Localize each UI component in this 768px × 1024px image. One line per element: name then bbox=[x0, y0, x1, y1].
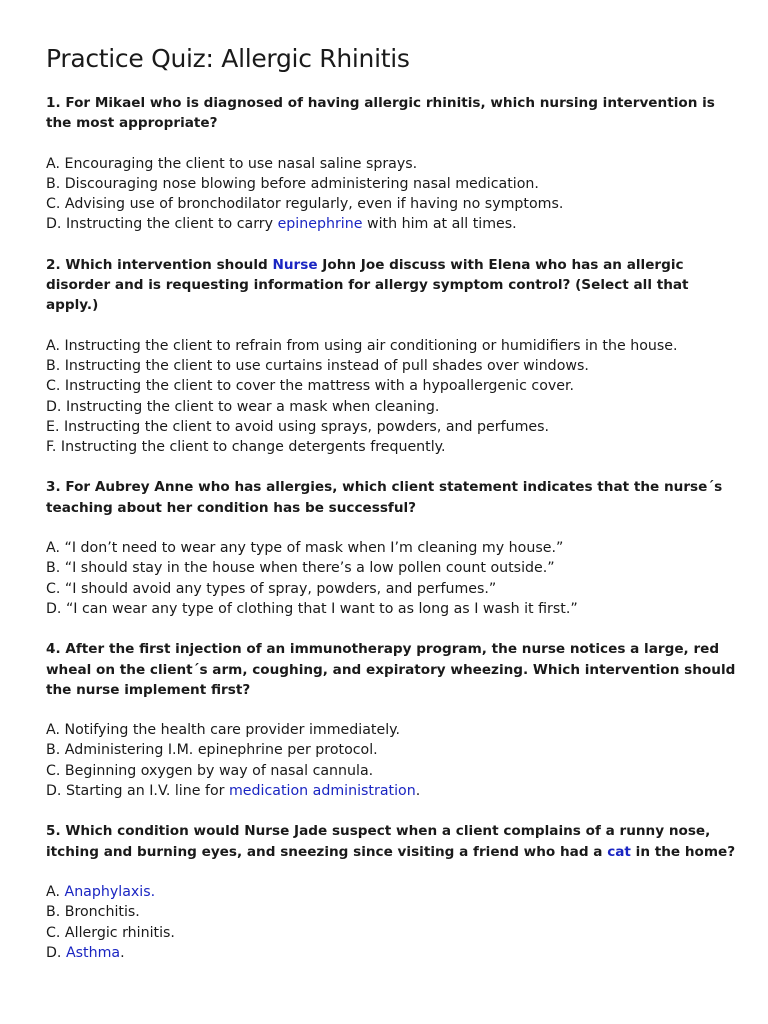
answer-option bbox=[46, 923, 736, 943]
option-text: . bbox=[120, 944, 125, 961]
answer-option bbox=[46, 579, 736, 599]
answer-option bbox=[46, 761, 736, 781]
answer-options bbox=[46, 720, 736, 801]
option-text: C. Instructing the client to cover the mattress with a hypoallergenic cover. bbox=[46, 378, 575, 395]
answer-options bbox=[46, 882, 736, 963]
option-text: D. bbox=[46, 944, 66, 961]
answer-option bbox=[46, 943, 736, 963]
answer-option bbox=[46, 154, 736, 174]
option-text: B. Bronchitis. bbox=[46, 904, 140, 921]
question-4 bbox=[46, 639, 736, 700]
answer-option bbox=[46, 417, 736, 437]
option-link[interactable]: medication administration bbox=[228, 783, 416, 800]
answer-option bbox=[46, 194, 736, 214]
option-link[interactable]: Anaphylaxis. bbox=[64, 883, 156, 900]
option-text: F. Instructing the client to change detergents frequently. bbox=[46, 439, 446, 456]
answer-options bbox=[46, 538, 736, 619]
option-text: A. bbox=[46, 883, 65, 900]
option-text: D. Starting an I.V. line for bbox=[46, 783, 229, 800]
option-text: A. Instructing the client to refrain from using air conditioning or humidifiers in the house. bbox=[46, 337, 678, 354]
question-text: 2. Which intervention should bbox=[46, 256, 273, 273]
option-text: C. “I should avoid any types of spray, powders, and perfumes.” bbox=[46, 580, 497, 597]
question-2 bbox=[46, 255, 736, 316]
answer-options bbox=[46, 336, 736, 458]
answer-option bbox=[46, 214, 736, 234]
option-text: D. “I can wear any type of clothing that I want to as long as I wash it first.” bbox=[46, 600, 578, 617]
answer-option bbox=[46, 720, 736, 740]
answer-option bbox=[46, 376, 736, 396]
option-text: B. Instructing the client to use curtains instead of pull shades over windows. bbox=[46, 357, 589, 374]
answer-option bbox=[46, 902, 736, 922]
answer-option bbox=[46, 599, 736, 619]
option-text: D. Instructing the client to wear a mask when cleaning. bbox=[46, 398, 440, 415]
option-text: D. Instructing the client to carry bbox=[46, 216, 278, 233]
answer-option bbox=[46, 882, 736, 902]
option-text: C. Advising use of bronchodilator regularly, even if having no symptoms. bbox=[46, 196, 564, 213]
document-page bbox=[46, 44, 736, 983]
option-text: A. “I don’t need to wear any type of mask when I’m cleaning my house.” bbox=[46, 540, 564, 557]
answer-option bbox=[46, 397, 736, 417]
option-text: C. Beginning oxygen by way of nasal cannula. bbox=[46, 762, 374, 779]
question-5 bbox=[46, 821, 736, 862]
answer-option bbox=[46, 781, 736, 801]
question-text: John Joe discuss with Elena who has an allergic disorder and is requesting information for allergy symptom control? (Select all that apply.) bbox=[46, 256, 689, 314]
question-text: 3. For Aubrey Anne who has allergies, which client statement indicates that the nurse´s teaching about her condition has be successful? bbox=[46, 479, 723, 516]
option-text: B. Discouraging nose blowing before administering nasal medication. bbox=[46, 175, 539, 192]
option-text: B. Administering I.M. epinephrine per protocol. bbox=[46, 742, 378, 759]
question-link[interactable]: cat bbox=[607, 843, 631, 860]
question-1 bbox=[46, 93, 736, 134]
answer-option bbox=[46, 336, 736, 356]
question-text: 5. Which condition would Nurse Jade suspect when a client complains of a runny nose, itching and burning eyes, and sneezing since visiting a friend who had a bbox=[46, 823, 711, 860]
option-text: E. Instructing the client to avoid using sprays, powders, and perfumes. bbox=[46, 418, 550, 435]
question-3 bbox=[46, 477, 736, 518]
question-text: 4. After the first injection of an immunotherapy program, the nurse notices a large, red wheal on the client´s arm, coughing, and expiratory wheezing. Which intervention should the nurse implement first? bbox=[46, 641, 736, 698]
option-text: with him at all times. bbox=[362, 216, 517, 233]
option-text: . bbox=[415, 783, 421, 800]
option-link[interactable]: Asthma bbox=[65, 944, 121, 961]
answer-option bbox=[46, 558, 736, 578]
quiz-body bbox=[46, 93, 736, 963]
page-title: Practice Quiz: Allergic Rhinitis bbox=[46, 44, 410, 73]
option-text: B. “I should stay in the house when there’s a low pollen count outside.” bbox=[46, 560, 555, 577]
option-link[interactable]: epinephrine bbox=[277, 216, 363, 233]
question-text: in the home? bbox=[630, 843, 736, 860]
answer-option bbox=[46, 538, 736, 558]
answer-option bbox=[46, 174, 736, 194]
answer-options bbox=[46, 154, 736, 235]
answer-option bbox=[46, 356, 736, 376]
question-text: 1. For Mikael who is diagnosed of having allergic rhinitis, which nursing intervention is the most appropriate? bbox=[46, 95, 715, 132]
option-text: C. Allergic rhinitis. bbox=[46, 924, 175, 941]
answer-option bbox=[46, 740, 736, 760]
question-link[interactable]: Nurse bbox=[272, 256, 318, 273]
option-text: A. Encouraging the client to use nasal saline sprays. bbox=[46, 155, 418, 172]
option-text: A. Notifying the health care provider immediately. bbox=[46, 722, 401, 739]
answer-option bbox=[46, 437, 736, 457]
